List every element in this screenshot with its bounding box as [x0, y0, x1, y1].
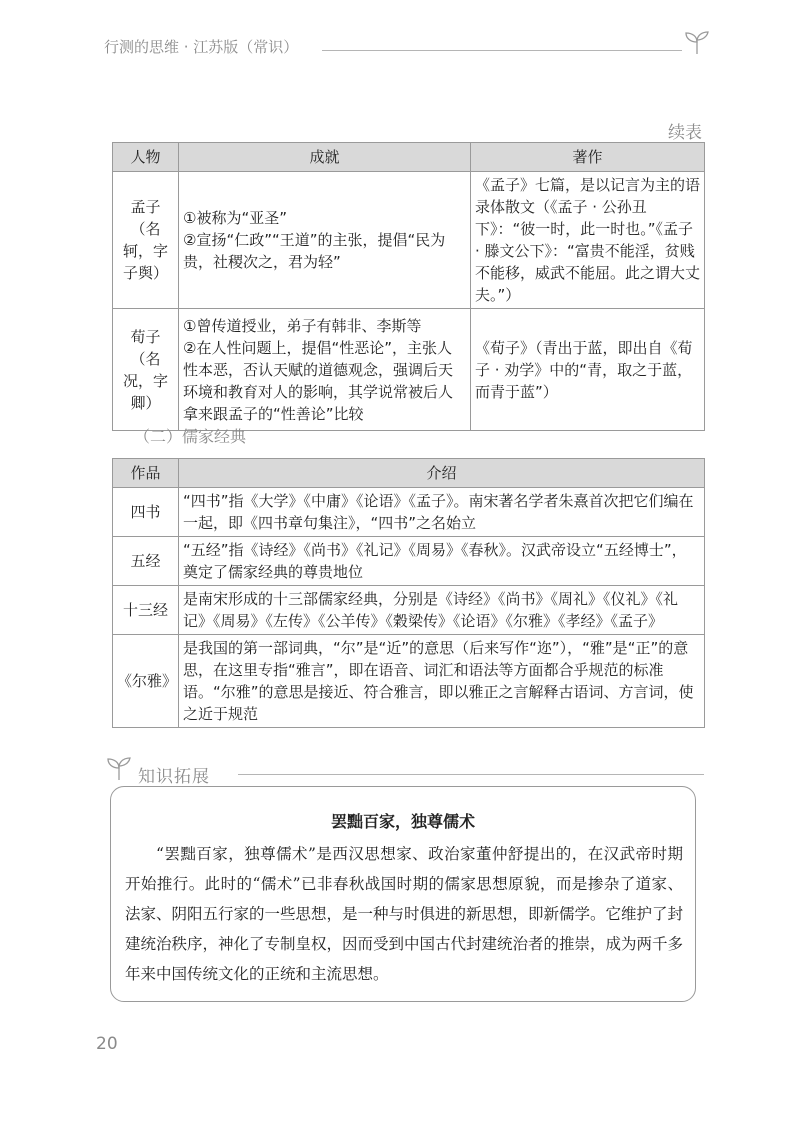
- table-row: [113, 586, 705, 635]
- achievement-cell: ①被称为“亚圣” ②宣扬“仁政”“王道”的主张，提倡“民为贵，社稷次之，君为轻”: [179, 172, 471, 309]
- person-cell: 荀子（名况，字卿）: [113, 309, 179, 431]
- work-cell: 十三经: [113, 586, 179, 635]
- knowledge-box: [110, 786, 696, 1002]
- work-cell: 《尔雅》: [113, 635, 179, 728]
- page-number: 20: [96, 1034, 118, 1054]
- header-title: 行测的思维 · 江苏版（常识）: [104, 38, 299, 56]
- work-cell: 五经: [113, 537, 179, 586]
- table-row: [113, 488, 705, 537]
- knowledge-rule: [238, 774, 704, 775]
- column-header-intro: 介绍: [179, 459, 705, 488]
- intro-cell: 是我国的第一部词典，“尔”是“近”的意思（后来写作“迩”），“雅”是“正”的意思，在这里专指“雅言”，即在语音、词汇和语法等方面都合乎规范的标准语。“尔雅”的意思是接近、符合雅言，即以雅正之言解释古语词、方言词，使之近于规范: [179, 635, 705, 728]
- table-row: [113, 635, 705, 728]
- person-cell: 孟子（名轲，字子舆）: [113, 172, 179, 309]
- philosophers-table: [112, 142, 705, 431]
- table-header-row: [113, 459, 705, 488]
- table-row: [113, 172, 705, 309]
- work-cell: 《荀子》（青出于蓝，即出自《荀子 · 劝学》中的“青，取之于蓝，而青于蓝”）: [471, 309, 705, 431]
- achievement-cell: ①曾传道授业，弟子有韩非、李斯等 ②在人性问题上，提倡“性恶论”，主张人性本恶，否认天赋的道德观念，强调后天环境和教育对人的影响，其学说常被后人拿来跟孟子的“性善论”比较: [179, 309, 471, 431]
- column-header-work: 著作: [471, 143, 705, 172]
- work-cell: 《孟子》七篇，是以记言为主的语录体散文（《孟子 · 公孙丑下》：“彼一时，此一时也。”《孟子 · 滕文公下》：“富贵不能淫，贫贱不能移，威武不能屈。此之谓大丈夫。”）: [471, 172, 705, 309]
- continued-label: 续表: [668, 123, 702, 143]
- knowledge-box-title: 罢黜百家，独尊儒术: [330, 812, 475, 831]
- table-row: [113, 537, 705, 586]
- header-rule: [322, 50, 682, 51]
- intro-cell: “四书”指《大学》《中庸》《论语》《孟子》。南宋著名学者朱熹首次把它们编在一起，即《四书章句集注》，“四书”之名始立: [179, 488, 705, 537]
- running-header: [104, 36, 714, 66]
- knowledge-paragraph: “罢黜百家，独尊儒术”是西汉思想家、政治家董仲舒提出的，在汉武帝时期开始推行。此时的“儒术”已非春秋战国时期的儒家思想原貌，而是掺杂了道家、法家、阴阳五行家的一些思想，是一种与时俱进的新思想，即新儒学。它维护了封建统治秩序，神化了专制皇权，因而受到中国古代封建统治者的推崇，成为两千多年来中国传统文化的正统和主流思想。: [125, 845, 684, 983]
- sprout-icon: [104, 756, 134, 782]
- classics-table: [112, 458, 705, 728]
- work-cell: 四书: [113, 488, 179, 537]
- table-row: [113, 309, 705, 431]
- table-header-row: [113, 143, 705, 172]
- column-header-person: 人物: [113, 143, 179, 172]
- column-header-achievement: 成就: [179, 143, 471, 172]
- intro-cell: “五经”指《诗经》《尚书》《礼记》《周易》《春秋》。汉武帝设立“五经博士”，奠定了儒家经典的尊贵地位: [179, 537, 705, 586]
- intro-cell: 是南宋形成的十三部儒家经典，分别是《诗经》《尚书》《周礼》《仪礼》《礼记》《周易》《左传》《公羊传》《穀梁传》《论语》《尔雅》《孝经》《孟子》: [179, 586, 705, 635]
- column-header-work: 作品: [113, 459, 179, 488]
- sprout-icon: [682, 30, 712, 56]
- section-title: （二）儒家经典: [134, 427, 247, 446]
- knowledge-title: 知识拓展: [138, 767, 210, 787]
